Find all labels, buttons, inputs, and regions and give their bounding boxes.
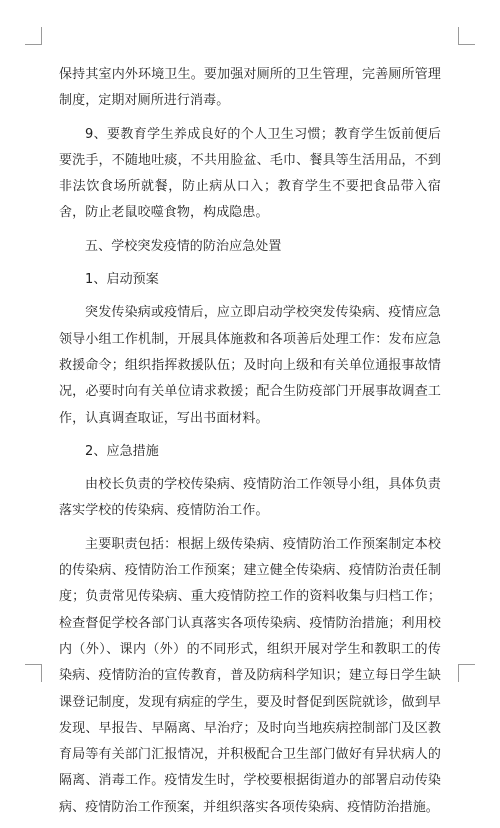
crop-mark-top-right-h xyxy=(458,44,475,45)
crop-mark-bottom-right-h xyxy=(458,664,475,665)
paragraph: 9、要教育学生养成良好的个人卫生习惯；教育学生饭前便后要洗手，不随地吐痰，不共用脸盆、毛巾、餐具等生活用品，不到非法饮食场所就餐，防止病从口入；教育学生不要把食品带入宿舍，防止老鼠咬噬食物，构成隐患。 xyxy=(59,126,441,221)
crop-mark-bottom-left-v xyxy=(41,664,42,682)
crop-mark-top-right-v xyxy=(458,27,459,45)
subsection-heading: 1、启动预案 xyxy=(85,272,159,288)
paragraph: 突发传染病或疫情后，应立即启动学校突发传染病、疫情应急领导小组工作机制，开展具体施救和各项善后处理工作：发布应急救援命令；组织指挥救援队伍；及时向上级和有关单位通报事故情况，必要时向有关单位请求救援；配合生防疫部门开展事故调查工作，认真调查取证，写出书面材料。 xyxy=(59,305,441,426)
document-body xyxy=(59,62,441,828)
crop-mark-bottom-right-v xyxy=(458,664,459,682)
crop-mark-top-left-h xyxy=(25,44,42,45)
crop-mark-bottom-left-h xyxy=(25,664,42,665)
paragraph: 主要职责包括：根据上级传染病、疫情防治工作预案制定本校的传染病、疫情防治工作预案；建立健全传染病、疫情防治责任制度；负责常见传染病、重大疫情防控工作的资料收集与归档工作；检查督促学校各部门认真落实各项传染病、疫情防治措施；利用校内（外）、课内（外）的不同形式，组织开展对学生和教职工的传染病、疫情防治的宣传教育，普及防病科学知识；建立每日学生缺课登记制度，发现有病症的学生，要及时督促到医院就诊，做到早发现、早报告、早隔离、早治疗；及时向当地疾病控制部门及区教育局等有关部门汇报情况，并积极配合卫生部门做好有异状病人的隔离、消毒工作。疫情发生时，学校要根据街道办的部署启动传染病、疫情防治工作预案，并组织落实各项传染病、疫情防治措施。 xyxy=(59,536,441,815)
section-heading: 五、学校突发疫情的防治应急处置 xyxy=(85,238,282,254)
crop-mark-top-left-v xyxy=(41,27,42,45)
subsection-heading: 2、应急措施 xyxy=(85,443,159,459)
paragraph: 由校长负责的学校传染病、疫情防治工作领导小组，具体负责落实学校的传染病、疫情防治工作。 xyxy=(59,477,441,519)
paragraph: 保持其室内外环境卫生。要加强对厕所的卫生管理，完善厕所管理制度，定期对厕所进行消毒。 xyxy=(59,67,441,109)
